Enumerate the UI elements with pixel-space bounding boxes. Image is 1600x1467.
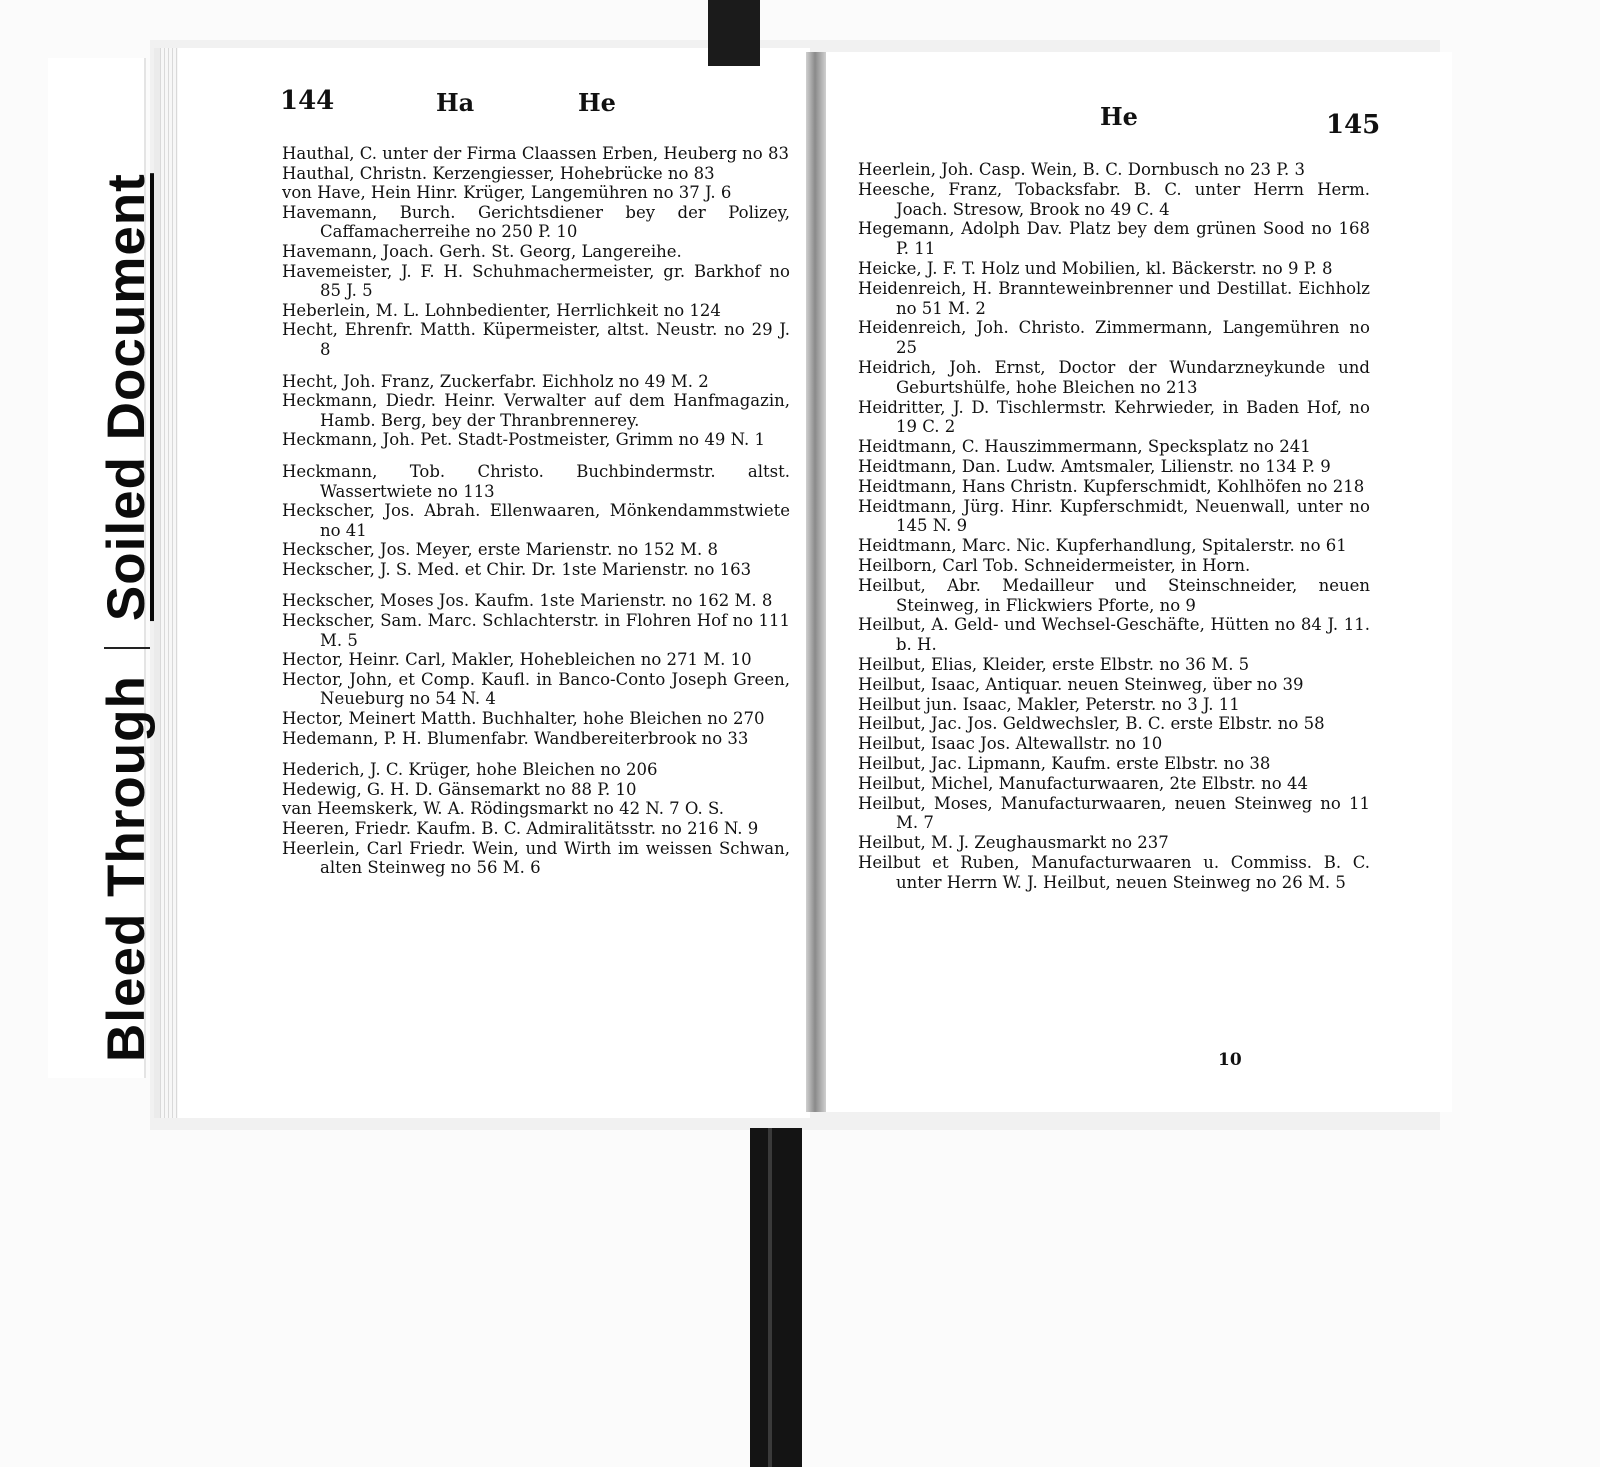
directory-entry: Heckmann, Tob. Christo. Buchbindermstr. altst. Wassertwiete no 113 <box>282 461 790 501</box>
directory-entry: Heidenreich, Joh. Christo. Zimmermann, Langemühren no 25 <box>858 318 1370 358</box>
directory-entry: Heilbut, M. J. Zeughausmarkt no 237 <box>858 833 1169 853</box>
directory-entry: Heicke, J. F. T. Holz und Mobilien, kl. Bäckerstr. no 9 P. 8 <box>858 258 1333 278</box>
directory-entry: Heberlein, M. L. Lohnbedienter, Herrlichkeit no 124 <box>282 300 721 320</box>
directory-entry: Heilbut, Michel, Manufacturwaaren, 2te Elbstr. no 44 <box>858 773 1308 793</box>
directory-entry: Heilbut, Elias, Kleider, erste Elbstr. no 36 M. 5 <box>858 654 1250 674</box>
book-gutter <box>806 52 826 1112</box>
directory-entry: Hauthal, C. unter der Firma Claassen Erben, Heuberg no 83 <box>282 144 789 163</box>
directory-entry: van Heemskerk, W. A. Rödingsmarkt no 42 N. 7 O. S. <box>282 799 724 819</box>
directory-entry: Heckmann, Diedr. Heinr. Verwalter auf dem Hanfmagazin, Hamb. Berg, bey der Thranbrennerey. <box>282 391 790 430</box>
left-header-from: Ha <box>436 88 475 117</box>
binding-tape-top <box>708 0 760 66</box>
directory-entry: Heidtmann, Jürg. Hinr. Kupferschmidt, Neuenwall, unter no 145 N. 9 <box>858 496 1370 536</box>
directory-entry: Heilborn, Carl Tob. Schneidermeister, in Horn. <box>858 555 1251 575</box>
directory-entry: Heilbut, Isaac Jos. Altewallstr. no 10 <box>858 734 1163 754</box>
directory-entry: Havemeister, J. F. H. Schuhmachermeister, gr. Barkhof no 85 J. 5 <box>282 261 790 301</box>
directory-entry: Heeren, Friedr. Kaufm. B. C. Admiralitätsstr. no 216 N. 9 <box>282 819 759 838</box>
directory-entry: Hedemann, P. H. Blumenfabr. Wandbereiterbrook no 33 <box>282 728 749 748</box>
directory-entry: Hecht, Joh. Franz, Zuckerfabr. Eichholz no 49 M. 2 <box>282 371 709 391</box>
entry-gap <box>282 579 790 591</box>
directory-entry: Heilbut, A. Geld- und Wechsel-Geschäfte, Hütten no 84 J. 11. b. H. <box>858 615 1370 655</box>
binding-tape-bottom <box>750 1128 802 1467</box>
page-edges <box>160 48 178 1118</box>
left-page-number: 144 <box>280 86 335 116</box>
left-header-to: He <box>578 88 616 117</box>
directory-entry: Heckscher, Moses Jos. Kaufm. 1ste Marienstr. no 162 M. 8 <box>282 591 773 611</box>
directory-entry: Heidtmann, C. Hauszimmermann, Specksplatz no 241 <box>858 437 1311 457</box>
entry-gap <box>282 748 790 760</box>
directory-entry: Hedewig, G. H. D. Gänsemarkt no 88 P. 10 <box>282 779 637 799</box>
directory-entry: Heerlein, Joh. Casp. Wein, B. C. Dornbusch no 23 P. 3 <box>858 160 1306 179</box>
entry-gap <box>282 360 790 372</box>
right-page-number: 145 <box>1326 110 1381 140</box>
directory-entry: Heidtmann, Marc. Nic. Kupferhandlung, Spitalerstr. no 61 <box>858 536 1347 556</box>
directory-entry: Heidtmann, Hans Christn. Kupferschmidt, Kohlhöfen no 218 <box>858 476 1365 496</box>
directory-entry: Heilbut, Jac. Jos. Geldwechsler, B. C. erste Elbstr. no 58 <box>858 714 1325 734</box>
directory-entry: Heilbut et Ruben, Manufacturwaaren u. Commiss. B. C. unter Herrn W. J. Heilbut, neuen Steinweg no 26 M. 5 <box>858 852 1370 892</box>
side-label <box>96 173 157 1062</box>
directory-entry: Heckscher, Jos. Abrah. Ellenwaaren, Mönkendammstwiete no 41 <box>282 501 790 540</box>
directory-entry: Hector, Heinr. Carl, Makler, Hohebleichen no 271 M. 10 <box>282 650 752 670</box>
directory-entry: Heckscher, J. S. Med. et Chir. Dr. 1ste Marienstr. no 163 <box>282 559 752 579</box>
directory-entry: Havemann, Burch. Gerichtsdiener bey der Polizey, Caffamacherreihe no 250 P. 10 <box>282 202 790 242</box>
entry-gap <box>282 450 790 462</box>
directory-entry: Hector, John, et Comp. Kaufl. in Banco-Conto Joseph Green, Neueburg no 54 N. 4 <box>282 669 790 709</box>
signature-mark: 10 <box>1218 1050 1242 1070</box>
left-entries <box>282 144 790 878</box>
directory-entry: Heckscher, Jos. Meyer, erste Marienstr. no 152 M. 8 <box>282 540 719 560</box>
side-label-separator <box>104 647 150 649</box>
side-label-soiled-document: Soiled Document <box>97 173 156 622</box>
directory-entry: Hegemann, Adolph Dav. Platz bey dem grünen Sood no 168 P. 11 <box>858 219 1370 259</box>
right-header: He <box>1100 102 1138 131</box>
directory-entry: Heidrich, Joh. Ernst, Doctor der Wundarzneykunde und Geburtshülfe, hohe Bleichen no 213 <box>858 357 1370 397</box>
directory-entry: Havemann, Joach. Gerh. St. Georg, Langereihe. <box>282 241 682 261</box>
directory-entry: Hauthal, Christn. Kerzengiesser, Hohebrücke no 83 <box>282 163 715 183</box>
directory-entry: Heidtmann, Dan. Ludw. Amtsmaler, Lilienstr. no 134 P. 9 <box>858 456 1331 476</box>
directory-entry: Heidritter, J. D. Tischlermstr. Kehrwieder, in Baden Hof, no 19 C. 2 <box>858 397 1370 437</box>
directory-entry: Heckscher, Sam. Marc. Schlachterstr. in Flohren Hof no 111 M. 5 <box>282 611 790 650</box>
directory-entry: Heilbut, Abr. Medailleur und Steinschneider, neuen Steinweg, in Flickwiers Pforte, no 9 <box>858 575 1370 615</box>
directory-entry: von Have, Hein Hinr. Krüger, Langemühren no 37 J. 6 <box>282 183 732 203</box>
directory-entry: Heidenreich, H. Brannteweinbrenner und Destillat. Eichholz no 51 M. 2 <box>858 278 1370 318</box>
directory-entry: Heilbut, Jac. Lipmann, Kaufm. erste Elbstr. no 38 <box>858 753 1271 773</box>
directory-entry: Hecht, Ehrenfr. Matth. Küpermeister, altst. Neustr. no 29 J. 8 <box>282 320 790 359</box>
side-label-bleed-through: Bleed Through <box>97 675 156 1062</box>
directory-entry: Heckmann, Joh. Pet. Stadt-Postmeister, Grimm no 49 N. 1 <box>282 430 765 450</box>
right-entries <box>858 160 1370 892</box>
directory-entry: Heesche, Franz, Tobacksfabr. B. C. unter Herrn Herm. Joach. Stresow, Brook no 49 C. 4 <box>858 179 1370 219</box>
directory-entry: Heilbut, Moses, Manufacturwaaren, neuen Steinweg no 11 M. 7 <box>858 793 1370 833</box>
directory-entry: Heerlein, Carl Friedr. Wein, und Wirth im weissen Schwan, alten Steinweg no 56 M. 6 <box>282 838 790 878</box>
directory-entry: Hederich, J. C. Krüger, hohe Bleichen no 206 <box>282 760 658 780</box>
directory-entry: Heilbut jun. Isaac, Makler, Peterstr. no 3 J. 11 <box>858 694 1240 714</box>
directory-entry: Heilbut, Isaac, Antiquar. neuen Steinweg, über no 39 <box>858 674 1304 694</box>
directory-entry: Hector, Meinert Matth. Buchhalter, hohe Bleichen no 270 <box>282 709 765 729</box>
